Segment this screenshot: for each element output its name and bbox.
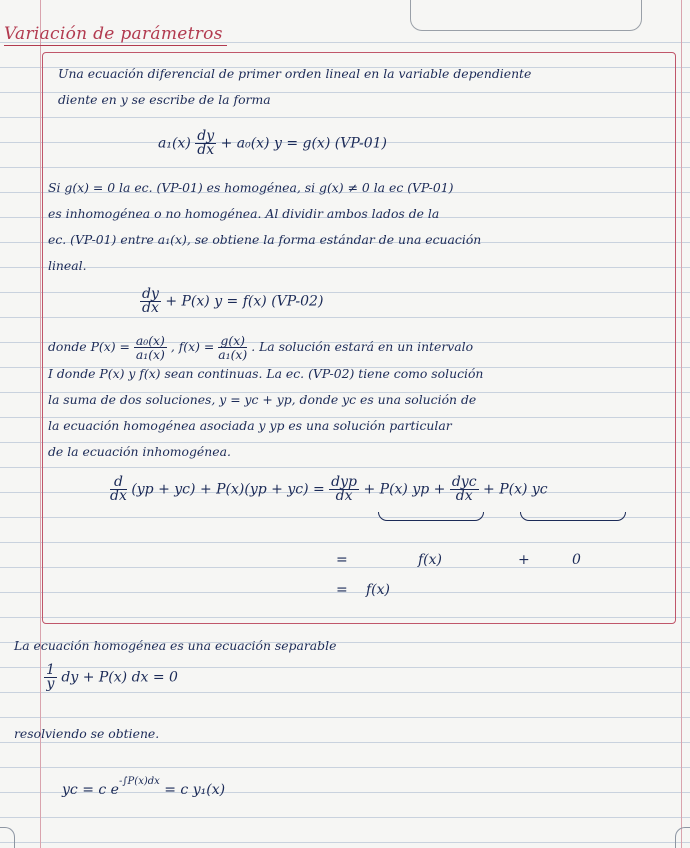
eq-term: yc = c e bbox=[62, 782, 119, 798]
fraction bbox=[44, 664, 57, 691]
frac-den: dx bbox=[110, 488, 127, 504]
fraction bbox=[218, 334, 247, 361]
frac-num: a₀(x) bbox=[135, 333, 165, 348]
frac-den: dx bbox=[142, 300, 159, 316]
left-margin-line bbox=[40, 0, 41, 848]
fraction bbox=[134, 334, 167, 361]
eq-term: f(x) bbox=[418, 552, 443, 568]
frac-den: dx bbox=[455, 488, 473, 504]
eq-term: 0 bbox=[572, 552, 581, 568]
frac-num: 1 bbox=[46, 662, 55, 678]
eq-term: . La solución estará en un intervalo bbox=[251, 339, 474, 354]
frac-den: y bbox=[46, 676, 55, 692]
eq-term: + P(x) yp + bbox=[363, 481, 446, 498]
equation-solution bbox=[62, 776, 226, 800]
eq-term: dy + P(x) dx = 0 bbox=[61, 669, 178, 686]
text-line: ec. (VP-01) entre a₁(x), se obtiene la forma estándar de una ecuación bbox=[48, 232, 482, 247]
text-line: Una ecuación diferencial de primer orden lineal en la variable dependiente bbox=[58, 66, 532, 81]
page-corner bbox=[0, 827, 15, 848]
eq-term: + P(x) y = f(x) (VP-02) bbox=[165, 293, 324, 310]
eq-equals: = bbox=[336, 552, 348, 568]
derivative-fraction bbox=[195, 130, 216, 157]
page-title: Variación de parámetros bbox=[4, 24, 227, 46]
text-line: resolviendo se obtiene. bbox=[14, 726, 160, 741]
frac-den: a₁(x) bbox=[135, 347, 165, 362]
exponent: -∫P(x)dx bbox=[118, 776, 160, 787]
derivative-fraction bbox=[110, 476, 127, 503]
page-corner bbox=[675, 827, 690, 848]
eq-term: , f(x) = bbox=[170, 339, 215, 354]
text-line bbox=[48, 334, 473, 361]
frac-den: a₁(x) bbox=[218, 347, 248, 362]
eq-term: (yp + yc) + P(x)(yp + yc) = bbox=[131, 481, 325, 498]
frac-num: dy bbox=[197, 128, 215, 144]
text-line: de la ecuación inhomogénea. bbox=[48, 444, 231, 459]
text-line: la ecuación homogénea asociada y yp es una solución particular bbox=[48, 418, 452, 433]
equation-sum bbox=[110, 476, 548, 503]
underbrace bbox=[378, 512, 484, 521]
frac-den: dx bbox=[197, 142, 215, 158]
header-box bbox=[410, 0, 642, 31]
eq-term: + a₀(x) y = g(x) (VP-01) bbox=[220, 135, 387, 152]
derivative-fraction bbox=[329, 476, 359, 503]
frac-den: dx bbox=[335, 488, 353, 504]
eq-plus: + bbox=[518, 552, 530, 568]
frac-num: dy bbox=[142, 286, 159, 302]
eq-term: + P(x) yc bbox=[483, 481, 548, 498]
derivative-fraction bbox=[140, 288, 161, 315]
text-line: La ecuación homogénea es una ecuación separable bbox=[14, 638, 337, 653]
eq-term: f(x) bbox=[366, 582, 391, 598]
frac-num: g(x) bbox=[218, 334, 247, 348]
frac-num: d bbox=[110, 476, 127, 490]
equation-vp02 bbox=[140, 288, 323, 315]
eq-term: donde P(x) = bbox=[48, 339, 130, 354]
frac-num: dyp bbox=[331, 474, 358, 490]
equation-vp01 bbox=[158, 130, 387, 157]
equation-separable bbox=[44, 664, 178, 691]
text-line: lineal. bbox=[48, 258, 87, 273]
frac-num: dyc bbox=[451, 474, 477, 490]
right-margin-line bbox=[681, 0, 682, 848]
eq-equals: = bbox=[336, 582, 348, 598]
text-line: es inhomogénea o no homogénea. Al dividir ambos lados de la bbox=[48, 206, 440, 221]
eq-term: a₁(x) bbox=[158, 135, 191, 152]
eq-term: = c y₁(x) bbox=[164, 782, 226, 798]
text-line: Si g(x) = 0 la ec. (VP-01) es homogénea, si g(x) ≠ 0 la ec (VP-01) bbox=[48, 180, 454, 195]
underbrace bbox=[520, 512, 626, 521]
text-line: I donde P(x) y f(x) sean continuas. La ec. (VP-02) tiene como solución bbox=[48, 366, 484, 381]
text-line: diente en y se escribe de la forma bbox=[58, 92, 271, 107]
text-line: la suma de dos soluciones, y = yc + yp, donde yc es una solución de bbox=[48, 392, 477, 407]
derivative-fraction bbox=[450, 476, 479, 503]
